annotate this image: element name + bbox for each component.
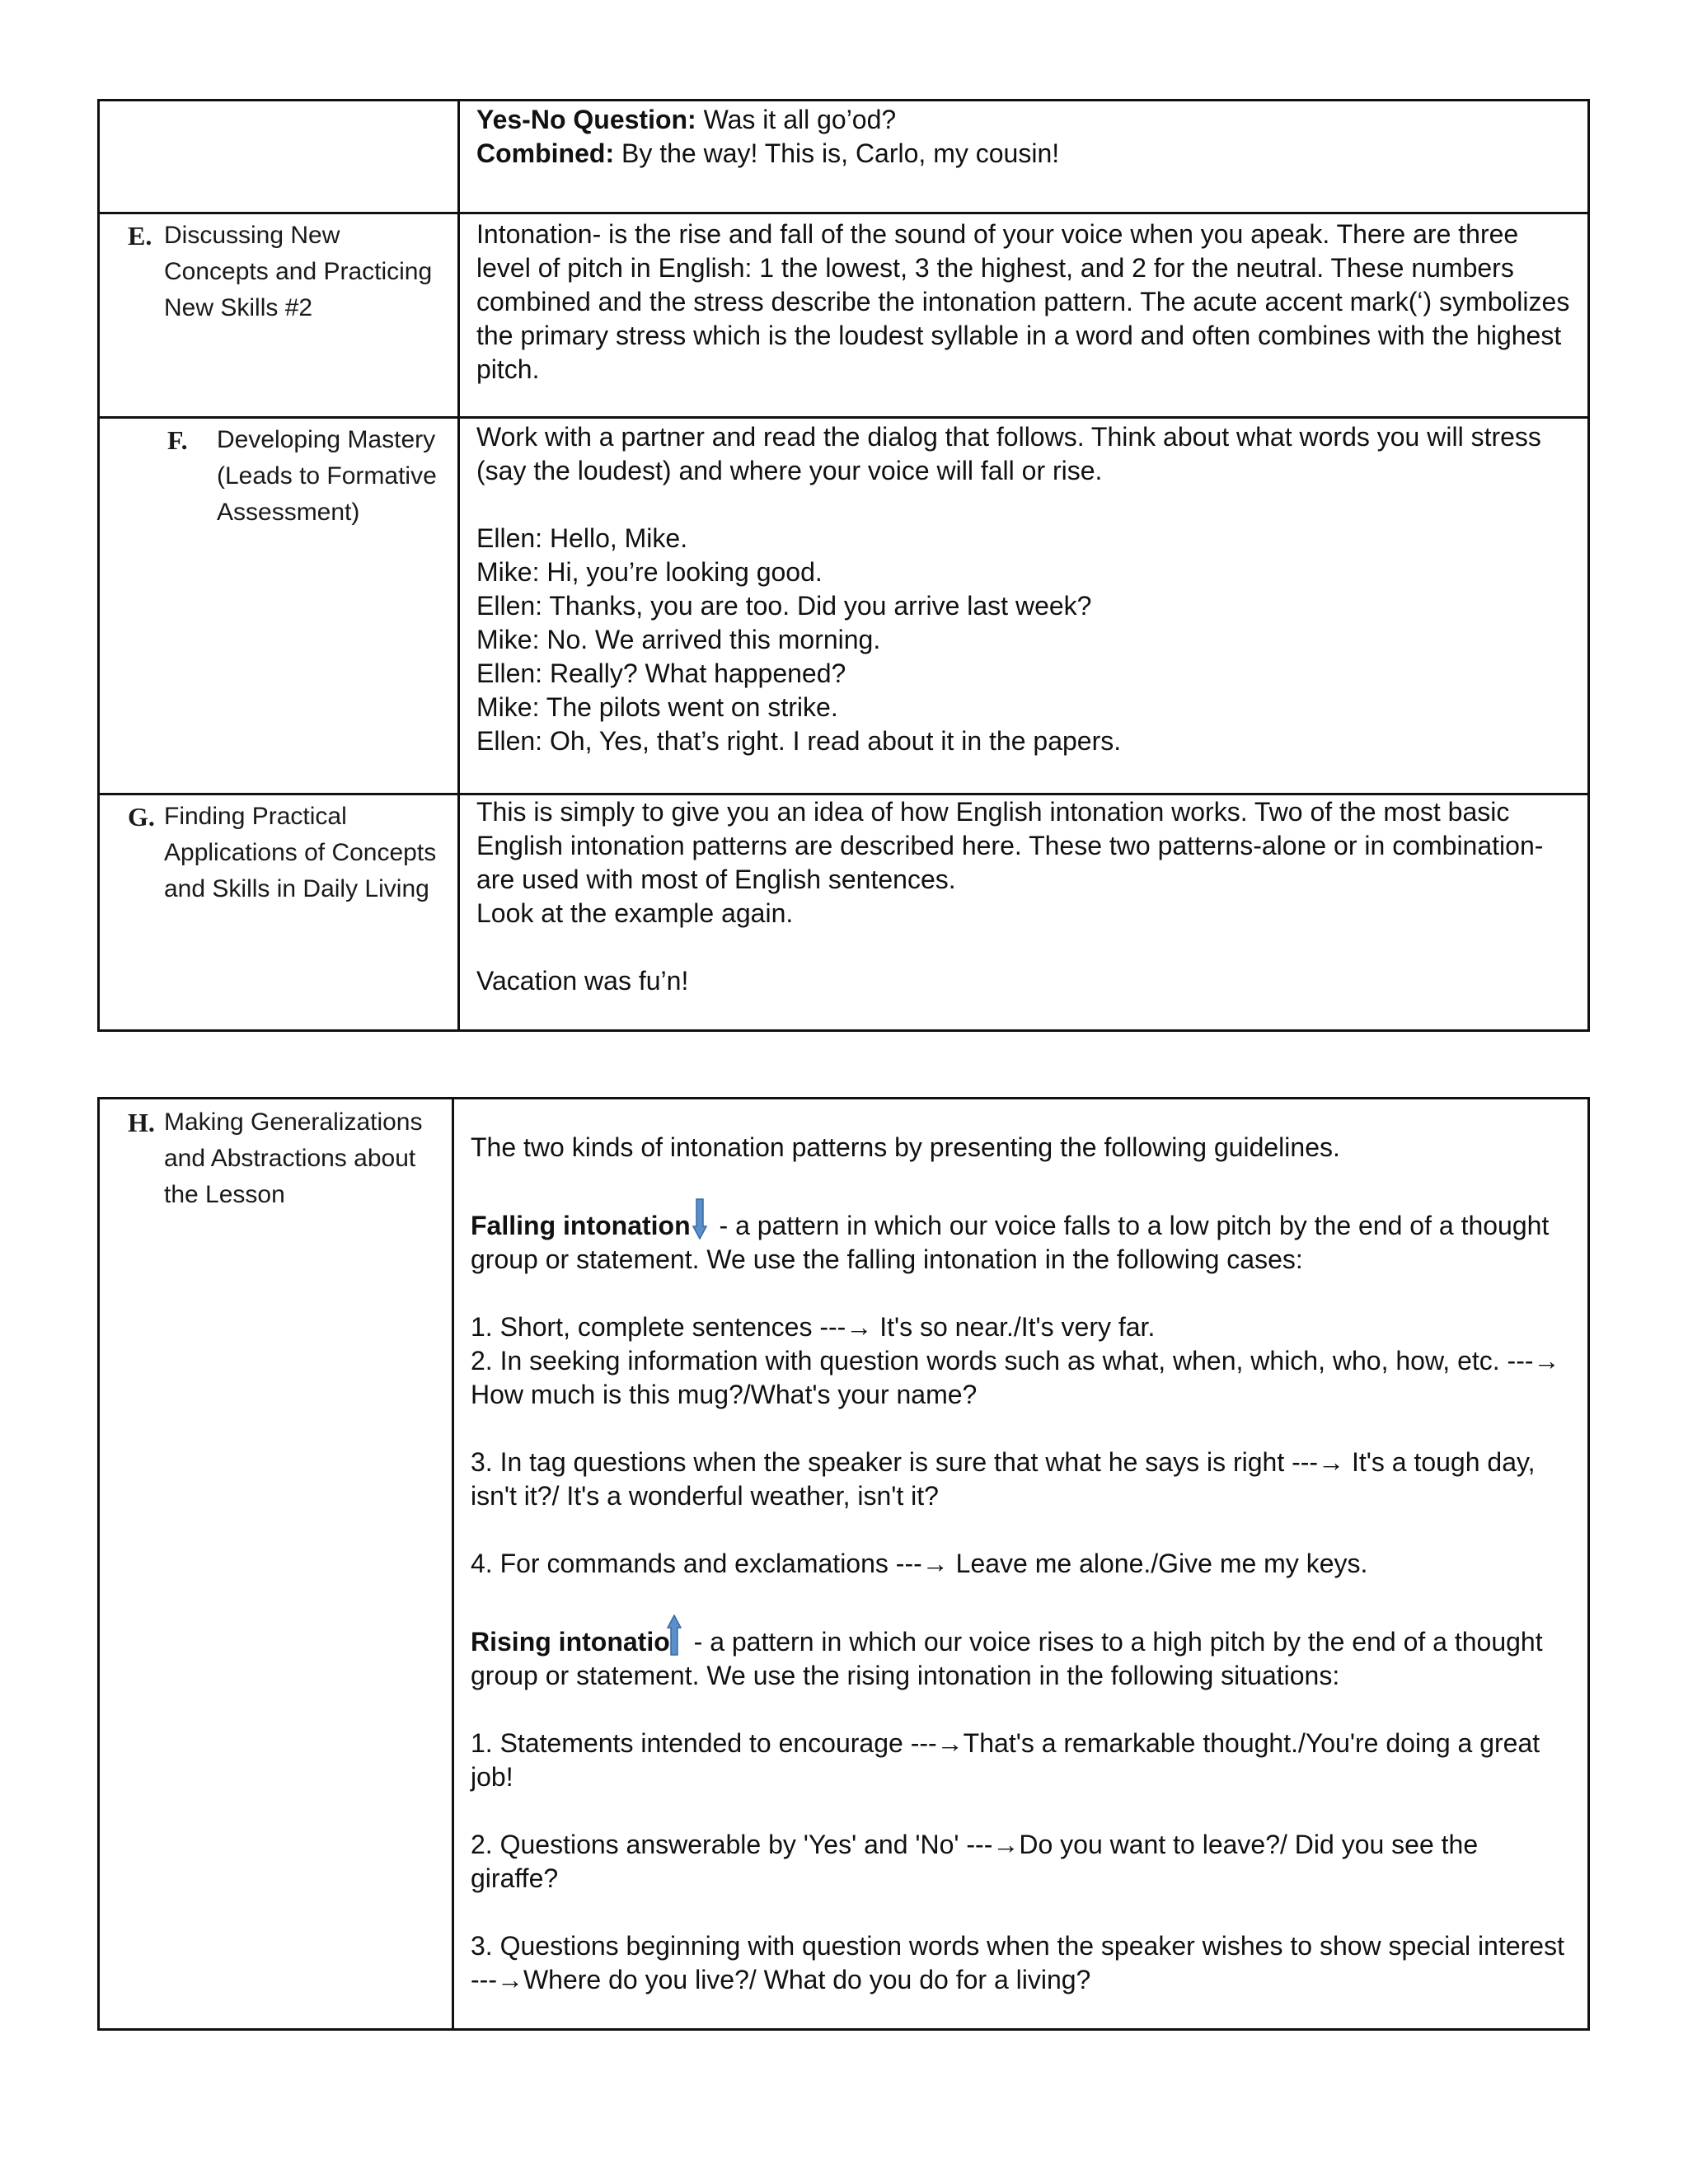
row-h (99, 1099, 1589, 2030)
row-f-label-text: Developing Mastery (Leads to Formative Assessment) (217, 426, 437, 526)
rising-intonation-definition (471, 1615, 1571, 1693)
rising-case: 2. Questions answerable by 'Yes' and 'No' ---→Do you want to leave?/ Did you see the giraffe? (471, 1830, 1479, 1893)
row-f-content (459, 418, 1589, 794)
arrow-up-icon (667, 1615, 682, 1656)
dialog (476, 522, 1573, 758)
arrow-down-icon (692, 1198, 707, 1240)
rising-intonation-label: Rising intonatio (471, 1627, 670, 1657)
row-g-label-cell (99, 794, 459, 1031)
partner-instructions: Work with a partner and read the dialog that follows. Think about what words you will stress (say the loudest) and where your voice will fall or rise. (476, 422, 1541, 485)
row-g-letter: G. (128, 802, 155, 832)
row-e (99, 213, 1589, 418)
dialog-line: Ellen: Really? What happened? (476, 658, 846, 688)
row-h-letter: H. (128, 1108, 155, 1137)
combined-text: By the way! This is, Carlo, my cousin! (614, 138, 1060, 168)
rising-intonation-desc: - a pattern in which our voice rises to a high pitch by the end of a thought group or statement. We use the rising intonation in the following situations: (471, 1627, 1543, 1690)
row-f-letter: F. (167, 425, 188, 455)
falling-intonation-label: Falling intonation (471, 1211, 691, 1240)
falling-case: 4. For commands and exclamations ---→ Leave me alone./Give me my keys. (471, 1549, 1368, 1578)
row-f-label-cell (99, 418, 459, 794)
look-again: Look at the example again. (476, 898, 794, 928)
vacation-example: Vacation was fu’n! (476, 966, 689, 996)
falling-case: 3. In tag questions when the speaker is sure that what he says is right ---→ It's a tough day, isn't it?/ It's a wonderful weather, isn't it? (471, 1447, 1536, 1511)
row-h-label (128, 1104, 443, 1213)
row-h-label-text: Making Generalizations and Abstractions about the Lesson (164, 1108, 423, 1208)
row-h-content (453, 1099, 1589, 2030)
yesno-text: Was it all go’od? (696, 105, 897, 134)
row-e-label-text: Discussing New Concepts and Practicing New Skills #2 (164, 222, 433, 321)
row-e-letter: E. (128, 221, 152, 251)
combined-label: Combined: (476, 138, 615, 168)
intonation-definition: Intonation- is the rise and fall of the sound of your voice when you apeak. There are three level of pitch in English: 1 the lowest, 3 the highest, and 2 for the neutral. These numbers combined and the stress describe the intonation pattern. The acute accent mark(‘) symbolizes the primary stress which is the loudest syllable in a word and often combines with the highest pitch. (476, 219, 1570, 384)
row-d (99, 101, 1589, 213)
intonation-patterns-intro: This is simply to give you an idea of how English intonation works. Two of the most basic English intonation patterns are described here. These two patterns-alone or in combination- are used with most of English sentences. (476, 797, 1544, 894)
guidelines-intro: The two kinds of intonation patterns by presenting the following guidelines. (471, 1132, 1340, 1162)
row-f (99, 418, 1589, 794)
rising-case: 1. Statements intended to encourage ---→That's a remarkable thought./You're doing a great job! (471, 1728, 1540, 1792)
dialog-line: Ellen: Thanks, you are too. Did you arrive last week? (476, 591, 1092, 621)
row-d-content (459, 101, 1589, 213)
dialog-line: Ellen: Hello, Mike. (476, 523, 688, 553)
row-d-label-cell (99, 101, 459, 213)
row-g (99, 794, 1589, 1031)
dialog-line: Mike: No. We arrived this morning. (476, 625, 881, 654)
row-h-label-cell (99, 1099, 453, 2030)
rising-case: 3. Questions beginning with question words when the speaker wishes to show special interest ---→Where do you live?/ What do you do for a living? (471, 1931, 1564, 1994)
dialog-line: Mike: The pilots went on strike. (476, 692, 838, 722)
falling-intonation-definition (471, 1198, 1571, 1277)
row-e-label (128, 218, 449, 326)
yesno-label: Yes-No Question: (476, 105, 696, 134)
dialog-line: Ellen: Oh, Yes, that’s right. I read about it in the papers. (476, 726, 1122, 756)
row-e-content (459, 213, 1589, 418)
falling-intonation-desc: - a pattern in which our voice falls to a low pitch by the end of a thought group or statement. We use the falling intonation in the following cases: (471, 1211, 1550, 1274)
row-f-label (167, 422, 449, 531)
row-g-content (459, 794, 1589, 1031)
row-g-label (128, 799, 449, 907)
falling-case: 2. In seeking information with question words such as what, when, which, who, how, etc. ---→ How much is this mug?/What's your name? (471, 1346, 1560, 1409)
row-g-label-text: Finding Practical Applications of Concepts and Skills in Daily Living (164, 803, 437, 902)
row-e-label-cell (99, 213, 459, 418)
lesson-table-part-2 (97, 1097, 1590, 2031)
yesno-example (476, 103, 1573, 137)
dialog-line: Mike: Hi, you’re looking good. (476, 557, 823, 587)
combined-example (476, 137, 1573, 171)
falling-case: 1. Short, complete sentences ---→ It's so near./It's very far. (471, 1312, 1156, 1342)
lesson-table-part-1 (97, 99, 1590, 1032)
